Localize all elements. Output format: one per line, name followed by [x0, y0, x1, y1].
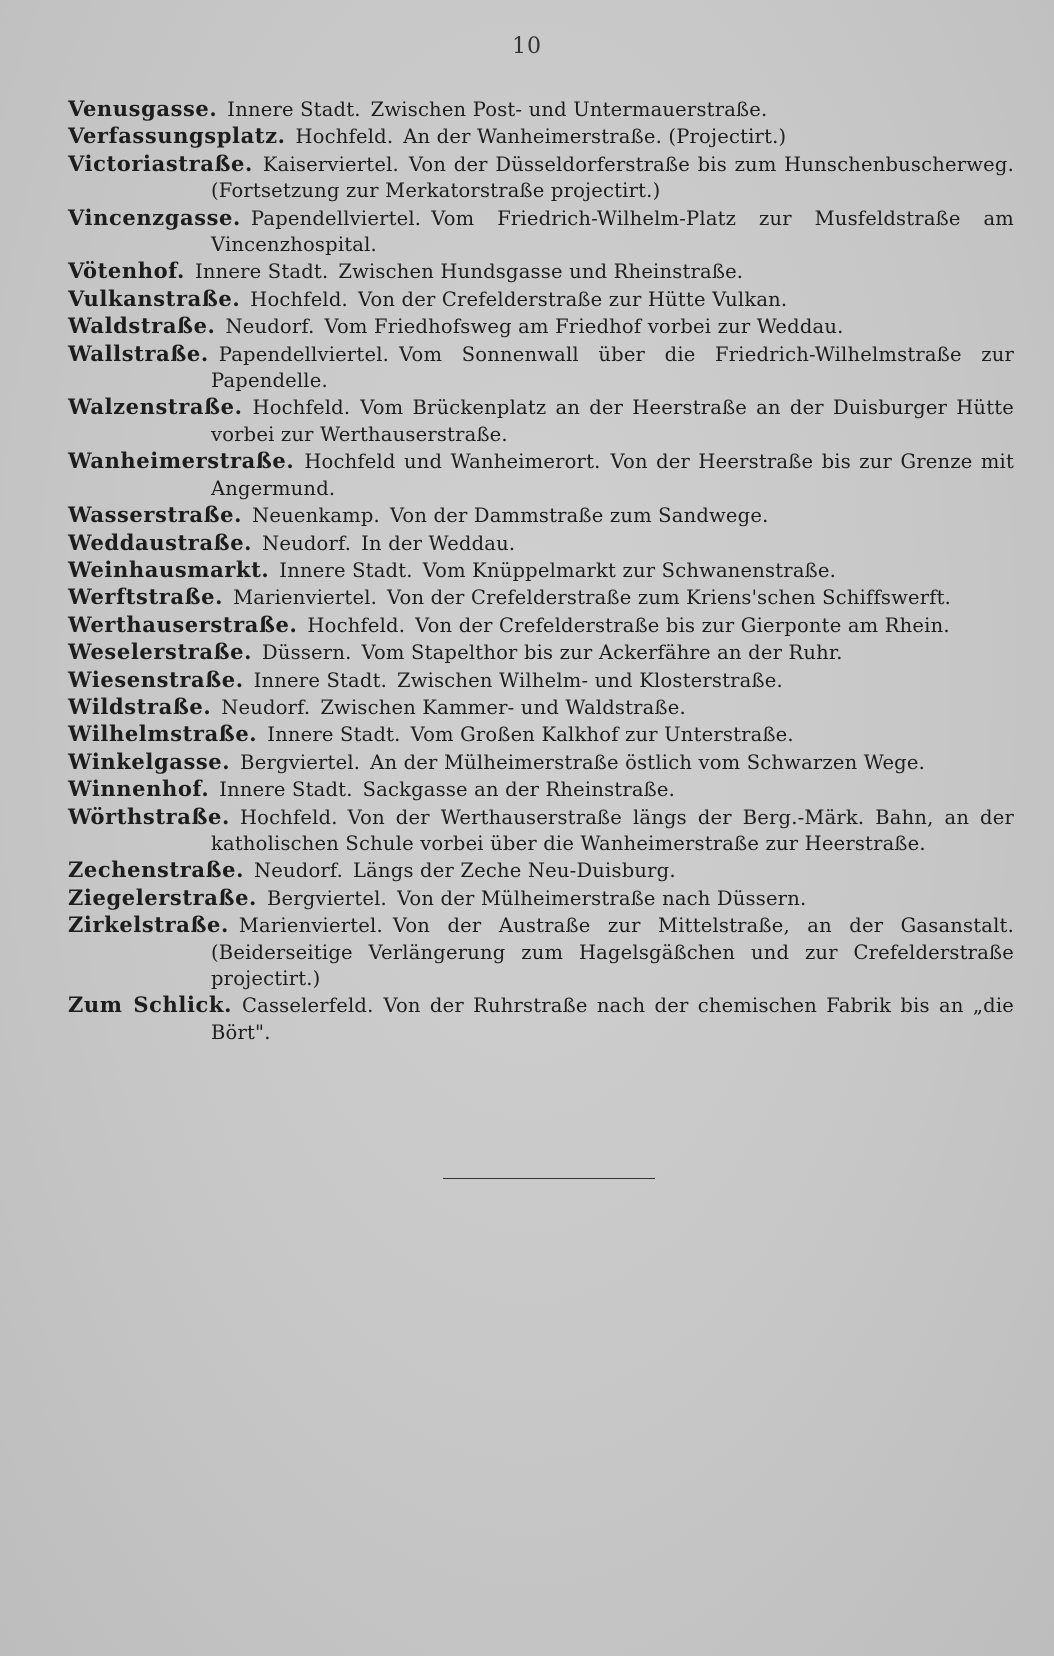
street-name: Wildstraße.	[68, 693, 212, 719]
street-name: Winkelgasse.	[68, 748, 231, 774]
street-district: Kaiserviertel.	[262, 152, 399, 176]
directory-entry	[68, 912, 1014, 992]
street-name: Werftstraße.	[68, 584, 224, 610]
street-district: Innere Stadt.	[219, 778, 353, 802]
street-name: Vötenhof.	[68, 258, 185, 284]
street-name: Zechenstraße.	[68, 857, 244, 883]
directory-entry	[68, 694, 1014, 721]
street-description: Vom Stapelthor bis zur Ackerfähre an der Ruhr.	[361, 641, 843, 665]
street-description: Von der Düsseldorferstraße bis zum Hunschenbuscherweg. (Fortsetzung zur Merkatorstraße projectirt.)	[211, 152, 1014, 203]
street-name: Vincenzgasse.	[68, 204, 241, 230]
street-description: Von der Crefelderstraße bis zur Gierponte am Rhein.	[415, 613, 950, 637]
street-description: Vom Sonnenwall über die Friedrich-Wilhelmstraße zur Papendelle.	[211, 342, 1014, 393]
directory-entry	[68, 151, 1014, 205]
street-district: Papendellviertel.	[218, 342, 390, 366]
street-description: Von der Dammstraße zum Sandwege.	[389, 504, 769, 528]
street-name: Weddaustraße.	[68, 529, 253, 555]
street-district: Marienviertel.	[233, 586, 378, 610]
directory-entry	[68, 885, 1014, 912]
street-description: Sackgasse an der Rheinstraße.	[362, 778, 676, 802]
street-district: Bergviertel.	[240, 750, 361, 774]
street-district: Casselerfeld.	[242, 994, 374, 1018]
street-district: Neudorf.	[225, 315, 315, 339]
street-description: Vom Großen Kalkhof zur Unterstraße.	[410, 723, 794, 747]
street-district: Hochfeld.	[250, 287, 348, 311]
directory-entry	[68, 341, 1014, 395]
directory-entry	[68, 286, 1014, 313]
street-name: Wallstraße.	[68, 340, 209, 366]
street-name: Weselerstraße.	[68, 639, 253, 665]
street-description: Von der Ruhrstraße nach der chemischen Fabrik bis an „die Bört".	[211, 994, 1014, 1044]
street-description: Vom Friedrich-Wilhelm-Platz zur Musfeldstraße am Vincenzhospital.	[211, 206, 1014, 257]
street-name: Victoriastraße.	[68, 150, 253, 176]
directory-entry	[68, 667, 1014, 694]
street-name: Venusgasse.	[68, 96, 218, 121]
street-name: Wilhelmstraße.	[68, 721, 258, 747]
directory-entry	[68, 776, 1014, 803]
street-description: An der Wanheimerstraße. (Projectirt.)	[403, 125, 787, 149]
street-directory	[68, 96, 1014, 1046]
street-description: Von der Crefelderstraße zum Kriens'schen Schiffswerft.	[387, 586, 952, 610]
street-district: Neudorf.	[221, 695, 311, 719]
directory-entry	[68, 123, 1014, 150]
street-description: Zwischen Post- und Untermauerstraße.	[370, 98, 768, 121]
street-name: Walzenstraße.	[68, 394, 243, 420]
directory-entry	[68, 721, 1014, 748]
street-description: Von der Heerstraße bis zur Grenze mit Angermund.	[211, 450, 1015, 500]
street-district: Neudorf.	[254, 859, 344, 883]
street-description: Vom Friedhofsweg am Friedhof vorbei zur Weddau.	[324, 315, 844, 339]
street-description: Von der Werthauserstraße längs der Berg.-Märk. Bahn, an der katholischen Schule vorbei über die Wanheimerstraße zur Heerstraße.	[211, 805, 1014, 855]
street-description: Von der Mülheimerstraße nach Düssern.	[396, 886, 807, 910]
street-district: Düssern.	[262, 641, 352, 665]
directory-entry	[68, 502, 1014, 529]
street-district: Bergviertel.	[266, 886, 387, 910]
directory-entry	[68, 639, 1014, 666]
directory-entry	[68, 530, 1014, 557]
street-district: Hochfeld.	[239, 805, 338, 829]
street-district: Hochfeld.	[295, 125, 394, 149]
directory-entry	[68, 205, 1014, 259]
street-description: Zwischen Hundsgasse und Rheinstraße.	[338, 260, 744, 284]
directory-entry	[68, 557, 1014, 584]
directory-entry	[68, 992, 1014, 1046]
street-district: Hochfeld.	[307, 613, 406, 637]
street-district: Papendellviertel.	[250, 206, 422, 230]
street-description: Vom Brückenplatz an der Heerstraße an der Duisburger Hütte vorbei zur Werthauserstraße.	[211, 396, 1014, 446]
street-description: Von der Crefelderstraße zur Hütte Vulkan.	[357, 287, 788, 311]
street-description: An der Mülheimerstraße östlich vom Schwarzen Wege.	[370, 750, 926, 774]
street-name: Werthauserstraße.	[68, 611, 298, 637]
street-name: Zirkelstraße.	[68, 912, 229, 938]
street-description: Von der Austraße zur Mittelstraße, an der Gasanstalt. (Beiderseitige Verlängerung zum Hagelsgäßchen und zur Crefelderstraße projectirt.)	[211, 914, 1014, 990]
street-district: Hochfeld und Wanheimerort.	[304, 450, 601, 474]
street-district: Marienviertel.	[238, 914, 383, 938]
street-description: Zwischen Kammer- und Waldstraße.	[320, 695, 686, 719]
street-district: Neudorf.	[262, 531, 352, 555]
street-district: Innere Stadt.	[267, 723, 401, 747]
directory-entry	[68, 313, 1014, 340]
street-district: Innere Stadt.	[194, 260, 329, 284]
street-district: Innere Stadt.	[279, 558, 413, 582]
directory-entry	[68, 612, 1014, 639]
street-name: Wanheimerstraße.	[68, 448, 295, 474]
street-description: Zwischen Wilhelm- und Klosterstraße.	[397, 668, 783, 692]
directory-entry	[68, 804, 1014, 858]
street-name: Vulkanstraße.	[68, 285, 241, 311]
street-name: Wörthstraße.	[68, 803, 230, 829]
street-name: Wasserstraße.	[68, 502, 243, 528]
street-name: Waldstraße.	[68, 313, 216, 339]
directory-entry	[68, 96, 1014, 123]
street-district: Innere Stadt.	[227, 98, 361, 121]
street-district: Innere Stadt.	[253, 668, 387, 692]
street-name: Verfassungsplatz.	[68, 123, 286, 149]
directory-entry	[68, 749, 1014, 776]
street-description: Längs der Zeche Neu-Duisburg.	[353, 859, 676, 883]
directory-entry	[68, 448, 1014, 502]
street-name: Ziegelerstraße.	[68, 884, 257, 910]
street-name: Weinhausmarkt.	[68, 556, 270, 582]
directory-entry	[68, 584, 1014, 611]
directory-entry	[68, 394, 1014, 448]
directory-entry	[68, 857, 1014, 884]
street-district: Neuenkamp.	[252, 504, 380, 528]
street-name: Winnenhof.	[68, 776, 210, 802]
street-name: Zum Schlick.	[68, 992, 232, 1018]
street-description: In der Weddau.	[361, 531, 516, 555]
section-divider	[443, 1178, 655, 1179]
street-description: Vom Knüppelmarkt zur Schwanenstraße.	[422, 558, 837, 582]
directory-entry	[68, 258, 1014, 285]
street-district: Hochfeld.	[252, 396, 351, 420]
street-name: Wiesenstraße.	[68, 666, 244, 692]
page-number: 10	[512, 34, 542, 59]
